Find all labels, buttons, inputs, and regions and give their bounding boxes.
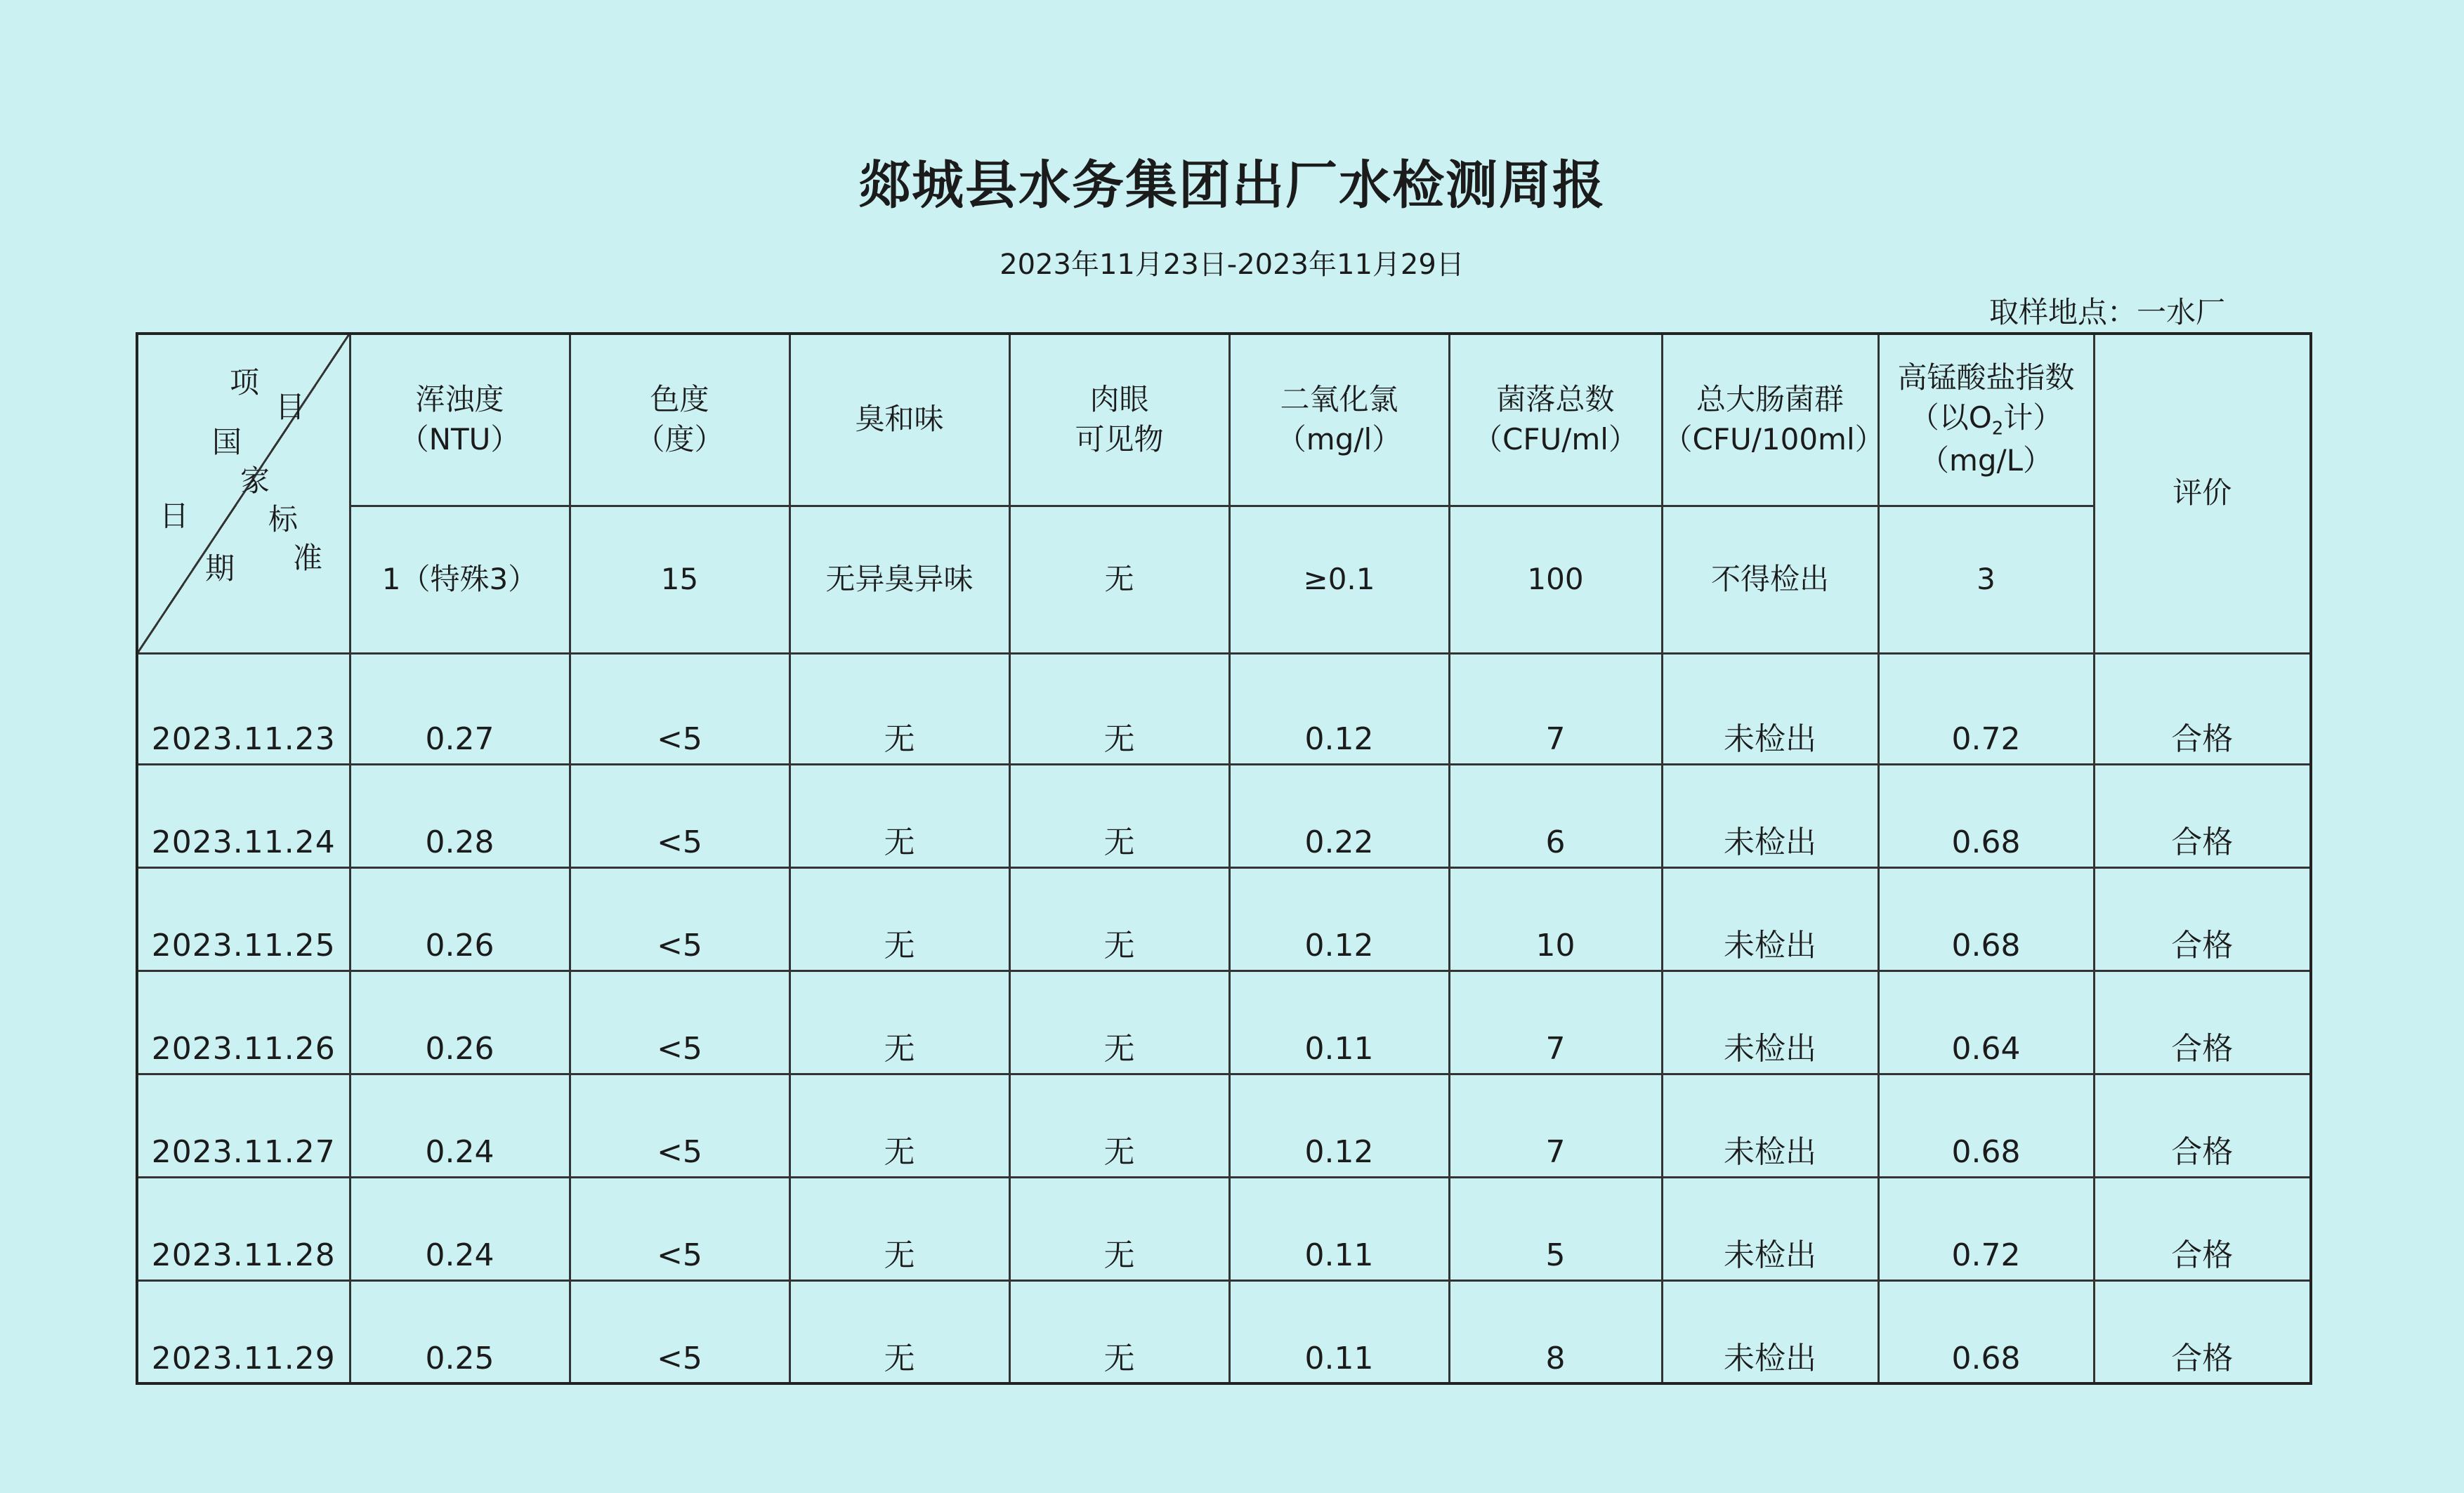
table-row — [137, 971, 2311, 1074]
standard-value: 15 — [570, 506, 789, 653]
standard-value: 100 — [1449, 506, 1662, 653]
row-cell: 未检出 — [1662, 764, 1878, 867]
row-date: 2023.11.23 — [137, 653, 350, 764]
row-cell: 0.72 — [1878, 1177, 2094, 1280]
row-cell: 0.26 — [350, 971, 570, 1074]
row-cell: <5 — [570, 867, 789, 971]
row-evaluation: 合格 — [2094, 1280, 2311, 1383]
row-cell: 无 — [1009, 653, 1229, 764]
header-visible-matter: 肉眼 可见物 — [1009, 334, 1229, 506]
table-row — [137, 1280, 2311, 1383]
row-cell: 未检出 — [1662, 1280, 1878, 1383]
row-cell: 0.28 — [350, 764, 570, 867]
header-evaluation: 评价 — [2094, 334, 2311, 653]
corner-standard-char: 国 — [212, 425, 242, 459]
row-date: 2023.11.25 — [137, 867, 350, 971]
standard-value: 无 — [1009, 506, 1229, 653]
header-odor: 臭和味 — [789, 334, 1009, 506]
corner-item-char: 目 — [275, 390, 306, 424]
row-cell: 0.12 — [1229, 653, 1449, 764]
row-cell: 7 — [1449, 1074, 1662, 1177]
row-cell: 5 — [1449, 1177, 1662, 1280]
row-cell: <5 — [570, 971, 789, 1074]
row-cell: 无 — [789, 1074, 1009, 1177]
row-cell: 0.25 — [350, 1280, 570, 1383]
row-cell: 7 — [1449, 653, 1662, 764]
row-cell: 无 — [1009, 1280, 1229, 1383]
row-date: 2023.11.24 — [137, 764, 350, 867]
sampling-location: 取样地点：一水厂 — [1988, 295, 2225, 329]
row-cell: <5 — [570, 764, 789, 867]
row-cell: 0.26 — [350, 867, 570, 971]
header-permanganate-index: 高锰酸盐指数 （以$O_2$计） （mg/L） — [1878, 334, 2094, 506]
row-cell: 0.22 — [1229, 764, 1449, 867]
report-title: 郯城县水务集团出厂水检测周报 — [858, 155, 1606, 216]
table-row — [137, 1074, 2311, 1177]
row-cell: 0.12 — [1229, 867, 1449, 971]
header-color: 色度 （度） — [570, 334, 789, 506]
header-turbidity: 浑浊度 （NTU） — [350, 334, 570, 506]
row-cell: 无 — [789, 867, 1009, 971]
row-cell: 无 — [789, 653, 1009, 764]
row-cell: 无 — [1009, 1177, 1229, 1280]
table-row — [137, 764, 2311, 867]
standard-row — [137, 506, 2311, 653]
row-cell: 0.68 — [1878, 1074, 2094, 1177]
row-cell: 8 — [1449, 1280, 1662, 1383]
row-cell: 0.12 — [1229, 1074, 1449, 1177]
row-cell: 0.27 — [350, 653, 570, 764]
corner-date-char: 日 — [159, 499, 190, 533]
row-cell: 0.68 — [1878, 764, 2094, 867]
row-cell: 未检出 — [1662, 1177, 1878, 1280]
row-cell: 7 — [1449, 971, 1662, 1074]
row-evaluation: 合格 — [2094, 764, 2311, 867]
header-row — [137, 334, 2311, 506]
row-evaluation: 合格 — [2094, 1177, 2311, 1280]
row-cell: 无 — [789, 1280, 1009, 1383]
date-range: 2023年11月23日-2023年11月29日 — [1000, 249, 1464, 281]
row-date: 2023.11.29 — [137, 1280, 350, 1383]
corner-header — [137, 334, 350, 653]
row-cell: <5 — [570, 653, 789, 764]
table-row — [137, 653, 2311, 764]
row-cell: 0.11 — [1229, 971, 1449, 1074]
row-cell: 无 — [1009, 764, 1229, 867]
water-quality-table — [136, 332, 2312, 1385]
standard-value: 不得检出 — [1662, 506, 1878, 653]
header-coliform: 总大肠菌群 （CFU/100ml） — [1662, 334, 1878, 506]
row-evaluation: 合格 — [2094, 1074, 2311, 1177]
row-cell: 未检出 — [1662, 1074, 1878, 1177]
row-date: 2023.11.28 — [137, 1177, 350, 1280]
standard-value: 无异臭异味 — [789, 506, 1009, 653]
row-cell: 无 — [1009, 867, 1229, 971]
row-cell: <5 — [570, 1074, 789, 1177]
corner-standard-char: 家 — [240, 463, 270, 498]
row-cell: 0.24 — [350, 1177, 570, 1280]
row-date: 2023.11.26 — [137, 971, 350, 1074]
row-cell: 0.72 — [1878, 653, 2094, 764]
row-cell: 未检出 — [1662, 971, 1878, 1074]
row-cell: 6 — [1449, 764, 1662, 867]
row-cell: 0.68 — [1878, 1280, 2094, 1383]
row-cell: 10 — [1449, 867, 1662, 971]
table-row — [137, 1177, 2311, 1280]
header-chlorine-dioxide: 二氧化氯 （mg/l） — [1229, 334, 1449, 506]
row-cell: 无 — [1009, 971, 1229, 1074]
row-cell: 0.24 — [350, 1074, 570, 1177]
corner-standard-char: 标 — [268, 502, 299, 537]
table-row — [137, 867, 2311, 971]
row-evaluation: 合格 — [2094, 653, 2311, 764]
row-cell: 0.68 — [1878, 867, 2094, 971]
row-cell: 无 — [789, 971, 1009, 1074]
row-cell: <5 — [570, 1280, 789, 1383]
standard-value: 1（特殊3） — [350, 506, 570, 653]
row-cell: 无 — [1009, 1074, 1229, 1177]
corner-date-char: 期 — [205, 551, 235, 586]
row-cell: 无 — [789, 764, 1009, 867]
standard-value: 3 — [1878, 506, 2094, 653]
row-cell: <5 — [570, 1177, 789, 1280]
row-cell: 0.11 — [1229, 1280, 1449, 1383]
row-cell: 无 — [789, 1177, 1009, 1280]
header-colony-count: 菌落总数 （CFU/ml） — [1449, 334, 1662, 506]
row-cell: 未检出 — [1662, 653, 1878, 764]
standard-value: ≥0.1 — [1229, 506, 1449, 653]
row-cell: 未检出 — [1662, 867, 1878, 971]
corner-item-char: 项 — [230, 365, 260, 400]
row-cell: 0.11 — [1229, 1177, 1449, 1280]
row-evaluation: 合格 — [2094, 971, 2311, 1074]
corner-standard-char: 准 — [293, 541, 323, 575]
row-cell: 0.64 — [1878, 971, 2094, 1074]
row-evaluation: 合格 — [2094, 867, 2311, 971]
row-date: 2023.11.27 — [137, 1074, 350, 1177]
